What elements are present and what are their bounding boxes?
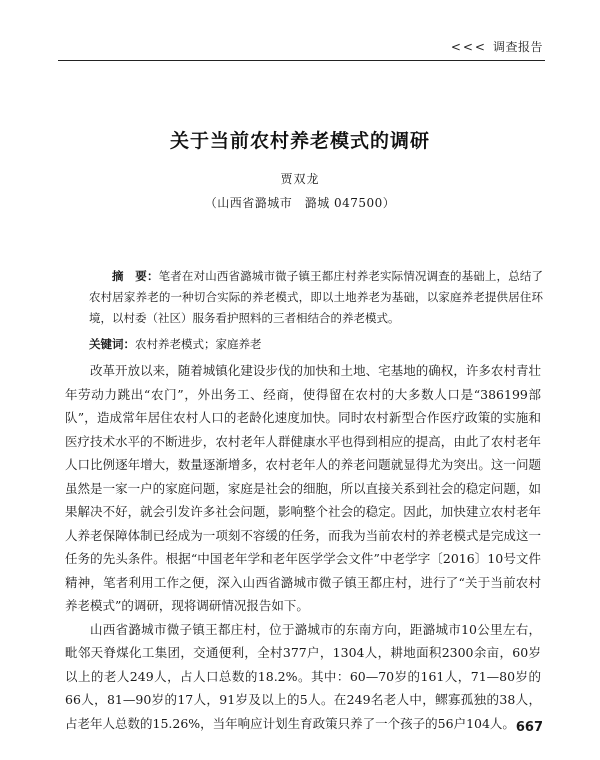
section-name: 调查报告 xyxy=(492,40,543,54)
body-paragraph: 改革开放以来，随着城镇化建设步伐的加快和土地、宅基地的确权，许多农村青壮年劳动力跳出“农门”，外出务工、经商，使得留在农村的大多数人口是“386199部队”，造成常年居住农村人口的老龄化速度加快。同时农村新型合作医疗政策的实施和医疗技术水平的不断进步，农村老年人群健康水平也得到相应的提高，由此了农村老年人口比例逐年增大，数量逐渐增多，农村老年人的养老问题就显得尤为突出。这一问题虽然是一家一户的家庭问题，家庭是社会的细胞，所以直接关系到社会的稳定问题，如果解决不好，就会引发许多社会问题，影响整个社会的稳定。因此，加快建立农村老年人养老保障体制已经成为一项刻不容缓的任务，而我为当前农村的养老模式是完成这一任务的先头条件。根据“中国老年学和老年医学学会文件”中老学字〔2016〕10号文件精神，笔者利用工作之便，深入山西省潞城市微子镇王都庄村，进行了“关于当前农村养老模式”的调研，现将调研情况报告如下。 xyxy=(65,363,541,613)
section-header xyxy=(451,38,543,55)
abstract-label: 摘 要： xyxy=(112,269,159,283)
body-paragraph: 山西省潞城市微子镇王都庄村，位于潞城市的东南方向，距潞城市10公里左右，毗邻天脊煤化工集团，交通便利，全村377户，1304人，耕地面积2300余亩，60岁以上的老人249人，占人口总数的18.2%。其中：60—70岁的161人，71—80岁的66人，81—90岁的17人，91岁及以上的5人。在249名老人中，鳏寡孤独的38人，占老年人总数的15.26%，当年响应计划生育政策只养了一个孩子的56户104人。 xyxy=(65,621,541,731)
chevron-left-icon: <<< xyxy=(450,40,487,54)
keywords xyxy=(89,334,543,355)
article-title: 关于当前农村养老模式的调研 xyxy=(169,130,430,152)
header-divider xyxy=(58,60,545,61)
author-affiliation: （山西省潞城市 潞城 047500） xyxy=(204,196,396,210)
abstract xyxy=(89,266,543,329)
author-name: 贾双龙 xyxy=(280,172,320,186)
keywords-text: 农村养老模式；家庭养老 xyxy=(135,337,262,351)
keywords-label: 关键词： xyxy=(89,337,135,351)
abstract-text: 笔者在对山西省潞城市微子镇王都庄村养老实际情况调查的基础上，总结了农村居家养老的一种切合实际的养老模式，即以土地养老为基础，以家庭养老提供居住环境，以村委（社区）服务看护照料的三者相结合的养老模式。 xyxy=(89,269,544,325)
page-number: 667 xyxy=(515,720,543,735)
body-text xyxy=(65,359,541,735)
